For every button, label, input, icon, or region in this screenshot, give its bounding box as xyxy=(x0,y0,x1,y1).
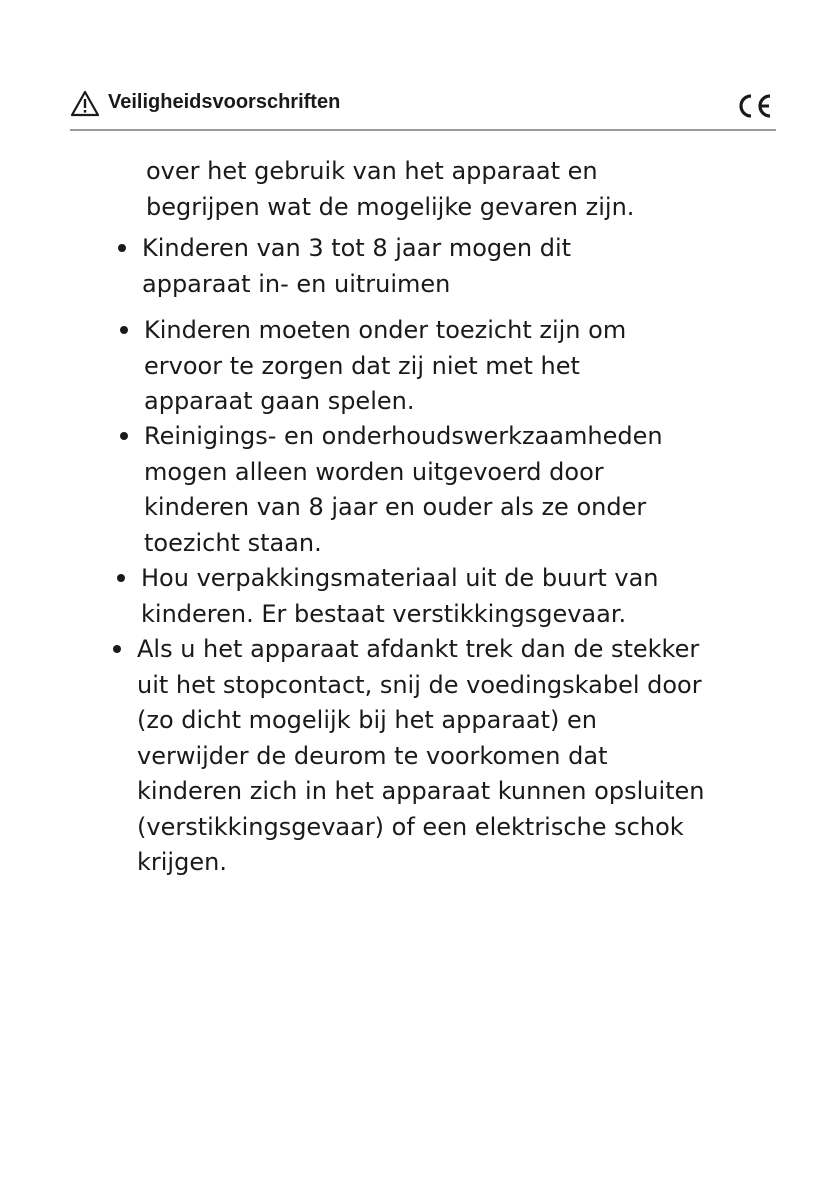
bullet-dot xyxy=(117,574,125,582)
bullet-dot xyxy=(113,645,121,653)
text-line: toezicht staan. xyxy=(144,528,322,557)
text-line: (verstikkingsgevaar) of een elektrische schok xyxy=(137,812,684,841)
text-line: Hou verpakkingsmateriaal uit de buurt van xyxy=(141,564,659,592)
text-line: Reinigings- en onderhoudswerkzaamheden xyxy=(144,422,663,450)
bullet-dot xyxy=(120,432,128,440)
text-line: (zo dicht mogelijk bij het apparaat) en xyxy=(137,706,597,734)
text-line: kinderen. Er bestaat verstikkingsgevaar. xyxy=(141,599,627,628)
text-line: over het gebruik van het apparaat en xyxy=(146,157,598,185)
text-line: apparaat gaan spelen. xyxy=(144,387,415,415)
page-header xyxy=(70,88,776,128)
text-line: Als u het apparaat afdankt trek dan de stekker xyxy=(137,635,700,663)
text-line: apparaat in- en uitruimen xyxy=(142,269,451,298)
text-line: verwijder de deurom te voorkomen dat xyxy=(137,741,608,770)
bullet-dot xyxy=(120,326,128,334)
text-line: Kinderen van 3 tot 8 jaar mogen dit xyxy=(142,234,572,262)
text-line: kinderen van 8 jaar en ouder als ze onder xyxy=(144,493,647,521)
text-line: krijgen. xyxy=(137,848,227,876)
header-divider xyxy=(70,129,776,131)
text-line: Kinderen moeten onder toezicht zijn om xyxy=(144,316,627,344)
text-line: kinderen zich in het apparaat kunnen opsluiten xyxy=(137,777,705,805)
ce-mark xyxy=(734,92,774,120)
text-line: begrijpen wat de mogelijke gevaren zijn. xyxy=(146,192,635,221)
text-line: uit het stopcontact, snij de voedingskabel door xyxy=(137,670,702,699)
text-line: mogen alleen worden uitgevoerd door xyxy=(144,457,604,486)
continuation-paragraph xyxy=(146,154,634,225)
warning-triangle-icon xyxy=(70,90,100,117)
text-line: ervoor te zorgen dat zij niet met het xyxy=(144,351,580,380)
bullet-dot xyxy=(118,244,126,252)
header-title: Veiligheidsvoorschriften xyxy=(108,91,341,113)
